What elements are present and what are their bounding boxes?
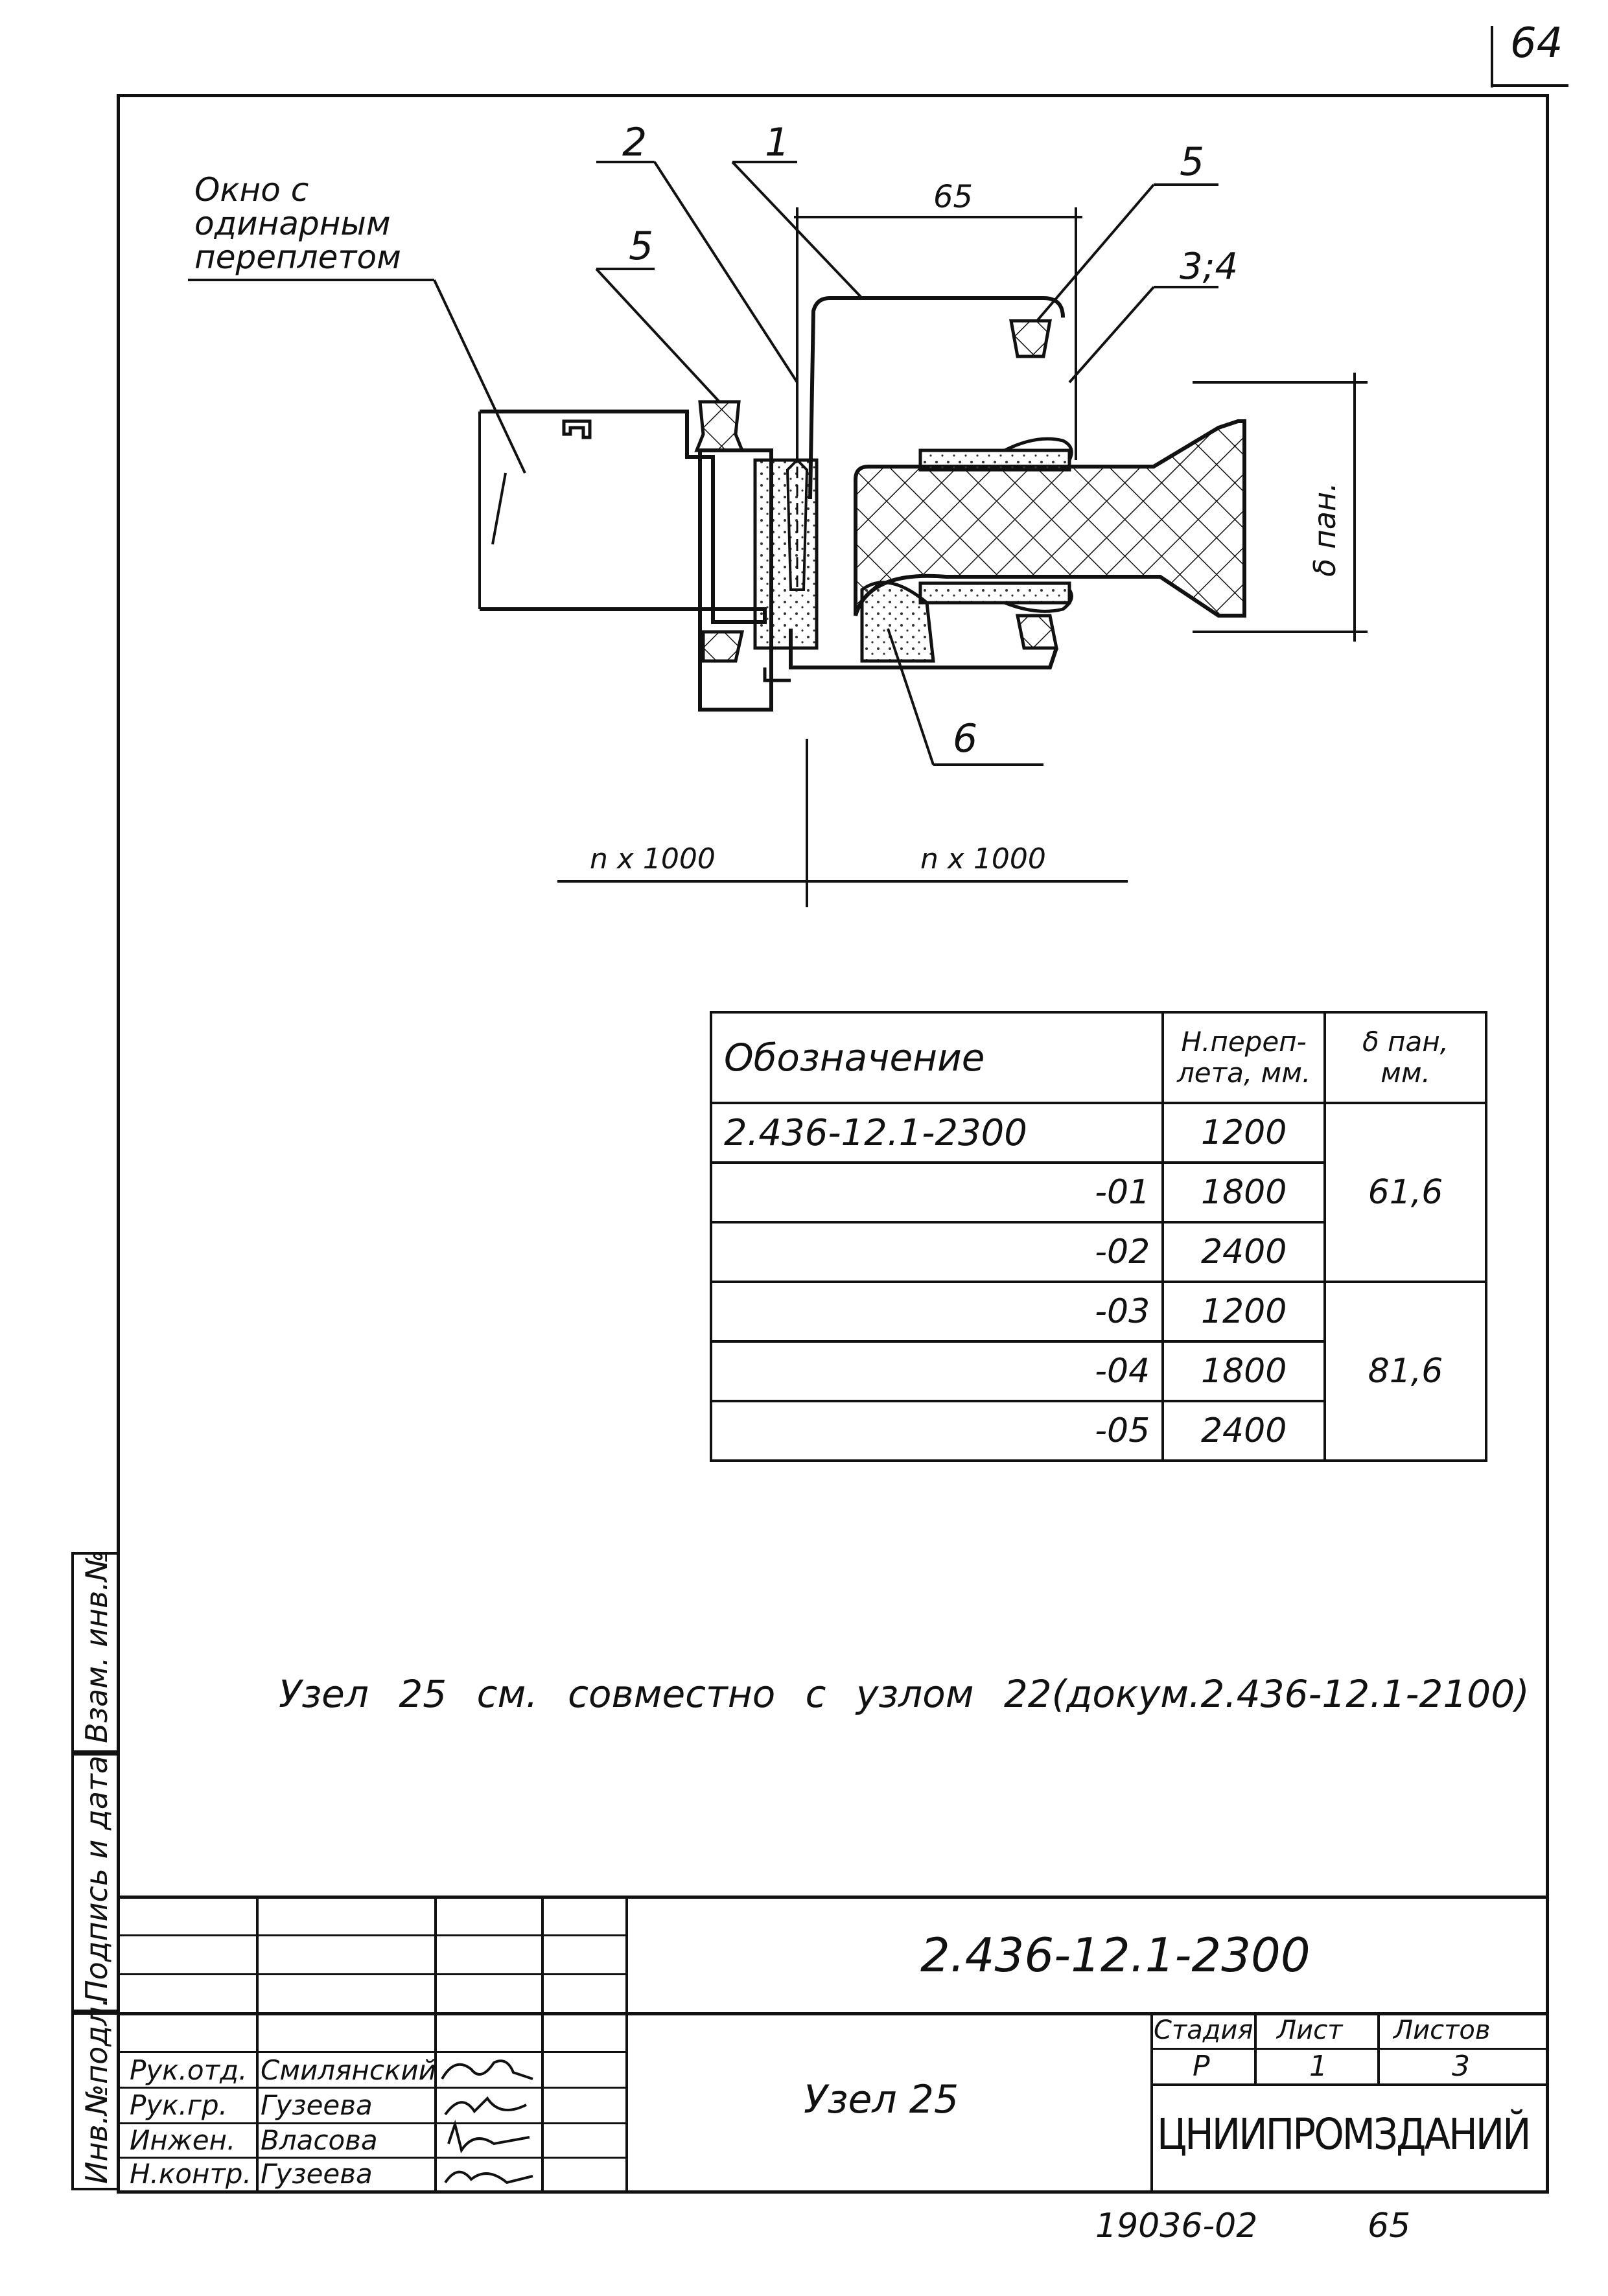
- tb-sheets-header: Листов: [1393, 2015, 1491, 2045]
- header-b-pan-line2: мм.: [1381, 1057, 1430, 1089]
- tb-role-1: Рук.отд.: [130, 2054, 248, 2086]
- row-designation: -03: [711, 1282, 1163, 1341]
- tb-col-3: [541, 1896, 544, 2194]
- tb-role-4: Н.контр.: [130, 2158, 251, 2190]
- gasket-top-left: [697, 402, 742, 450]
- tb-sheets: 3: [1452, 2050, 1470, 2083]
- sash-groove: [564, 421, 590, 437]
- tb-title: Узел 25: [804, 2077, 959, 2122]
- tb-name-4: Гузеева: [261, 2158, 373, 2190]
- bottom-number: 65: [1368, 2207, 1411, 2245]
- tb-role-3: Инжен.: [130, 2124, 236, 2156]
- header-h-frame-line1: Н.переп-: [1181, 1026, 1307, 1058]
- header-designation: Обозначение: [711, 1012, 1163, 1103]
- note-text: Узел 25 см. совместно с узлом 22(докум.2.436-12.1-2100): [279, 1672, 1530, 1716]
- signature-1: [442, 2061, 533, 2079]
- header-b-pan: [1325, 1012, 1486, 1103]
- signature-3: [449, 2124, 530, 2150]
- clip-bottom: [920, 583, 1069, 603]
- dim-right-text: n x 1000: [920, 842, 1046, 875]
- tb-stage-bottom: [1150, 2083, 1549, 2086]
- header-h-frame: [1163, 1012, 1325, 1103]
- header-h-frame-line2: лета, мм.: [1176, 1057, 1311, 1089]
- page-number-tick: [1491, 26, 1493, 87]
- row-h: 1200: [1163, 1103, 1325, 1163]
- top-rule: [1491, 84, 1568, 87]
- bottom-code: 19036-02: [1095, 2207, 1258, 2245]
- break-line-left: [493, 473, 506, 544]
- signatures: [436, 2053, 539, 2192]
- row-designation: 2.436-12.1-2300: [711, 1103, 1163, 1163]
- row-b-group-2: 81,6: [1325, 1282, 1486, 1461]
- row-h: 2400: [1163, 1401, 1325, 1461]
- tb-organization: ЦНИИПРОМЗДАНИЙ: [1157, 2109, 1530, 2159]
- tb-col-1: [256, 1896, 259, 2194]
- tb-top-line: [117, 1896, 1549, 1899]
- node-drawing: [117, 97, 1543, 940]
- sidebar-label-signature-date: Подпись и дата: [79, 1755, 114, 2002]
- header-b-pan-line1: δ пан,: [1362, 1026, 1449, 1058]
- sidebar-label-inv-orig: Инв.№подл.: [79, 1997, 114, 2184]
- tb-stage-row: [1150, 2048, 1549, 2050]
- spec-header-row: [711, 1012, 1486, 1103]
- callout-3-4-leader: [1069, 287, 1154, 382]
- window-label-line3: переплетом: [194, 238, 401, 276]
- tb-name-2: Гузеева: [261, 2089, 373, 2121]
- tb-row-c: [117, 2051, 625, 2053]
- row-b-group-1: 61,6: [1325, 1103, 1486, 1282]
- window-label-line2: одинарным: [194, 205, 391, 242]
- dim-left-text: n x 1000: [590, 842, 716, 875]
- sidebar-label-replace-inv: Взам. инв.№: [79, 1550, 114, 1743]
- spec-table: [710, 1011, 1487, 1462]
- table-row: [711, 1103, 1486, 1163]
- tb-name-1: Смилянский: [261, 2054, 436, 2086]
- row-h: 1800: [1163, 1341, 1325, 1401]
- gasket-top-right: [1011, 321, 1050, 356]
- callout-5-left-leader: [596, 269, 719, 402]
- gasket-bottom-left: [703, 632, 742, 661]
- dim-65-text: 65: [933, 179, 973, 215]
- window-label-line1: Окно с: [194, 171, 309, 209]
- callout-5-right-leader: [1037, 185, 1154, 321]
- row-designation: -02: [711, 1222, 1163, 1282]
- tb-stage: Р: [1193, 2050, 1210, 2083]
- clip-top: [920, 450, 1069, 470]
- row-designation: -01: [711, 1163, 1163, 1222]
- signature-2: [445, 2098, 526, 2115]
- dim-bpan-text: δ пан.: [1307, 482, 1342, 577]
- row-h: 2400: [1163, 1222, 1325, 1282]
- tb-stage-header: Стадия: [1154, 2015, 1253, 2045]
- gasket-bottom-right: [1018, 616, 1056, 648]
- table-row: [711, 1282, 1486, 1341]
- callout-2-leader: [655, 162, 797, 382]
- row-h: 1200: [1163, 1282, 1325, 1341]
- row-h: 1800: [1163, 1163, 1325, 1222]
- callout-5-left: 5: [629, 224, 654, 269]
- tb-role-2: Рук.гр.: [130, 2089, 227, 2121]
- tb-row-d: [117, 2087, 625, 2089]
- tb-col-4: [625, 1896, 628, 2194]
- tb-row-b: [117, 1973, 625, 1975]
- callout-6: 6: [953, 716, 978, 761]
- tb-row-a: [117, 1934, 625, 1936]
- profile-bottom-lip: [765, 667, 791, 680]
- tb-doc-number: 2.436-12.1-2300: [920, 1928, 1311, 1982]
- row-designation: -05: [711, 1401, 1163, 1461]
- callout-5-right: 5: [1180, 139, 1205, 185]
- page-number: 64: [1510, 19, 1563, 67]
- tb-name-3: Власова: [261, 2124, 378, 2156]
- tb-sheet: 1: [1309, 2050, 1327, 2083]
- signature-4: [445, 2172, 533, 2183]
- tb-sheet-header: Лист: [1277, 2015, 1343, 2045]
- callout-1: 1: [765, 120, 790, 165]
- callout-3-4: 3;4: [1180, 246, 1239, 288]
- row-designation: -04: [711, 1341, 1163, 1401]
- tb-col-5: [1150, 2012, 1153, 2194]
- callout-2: 2: [622, 120, 647, 165]
